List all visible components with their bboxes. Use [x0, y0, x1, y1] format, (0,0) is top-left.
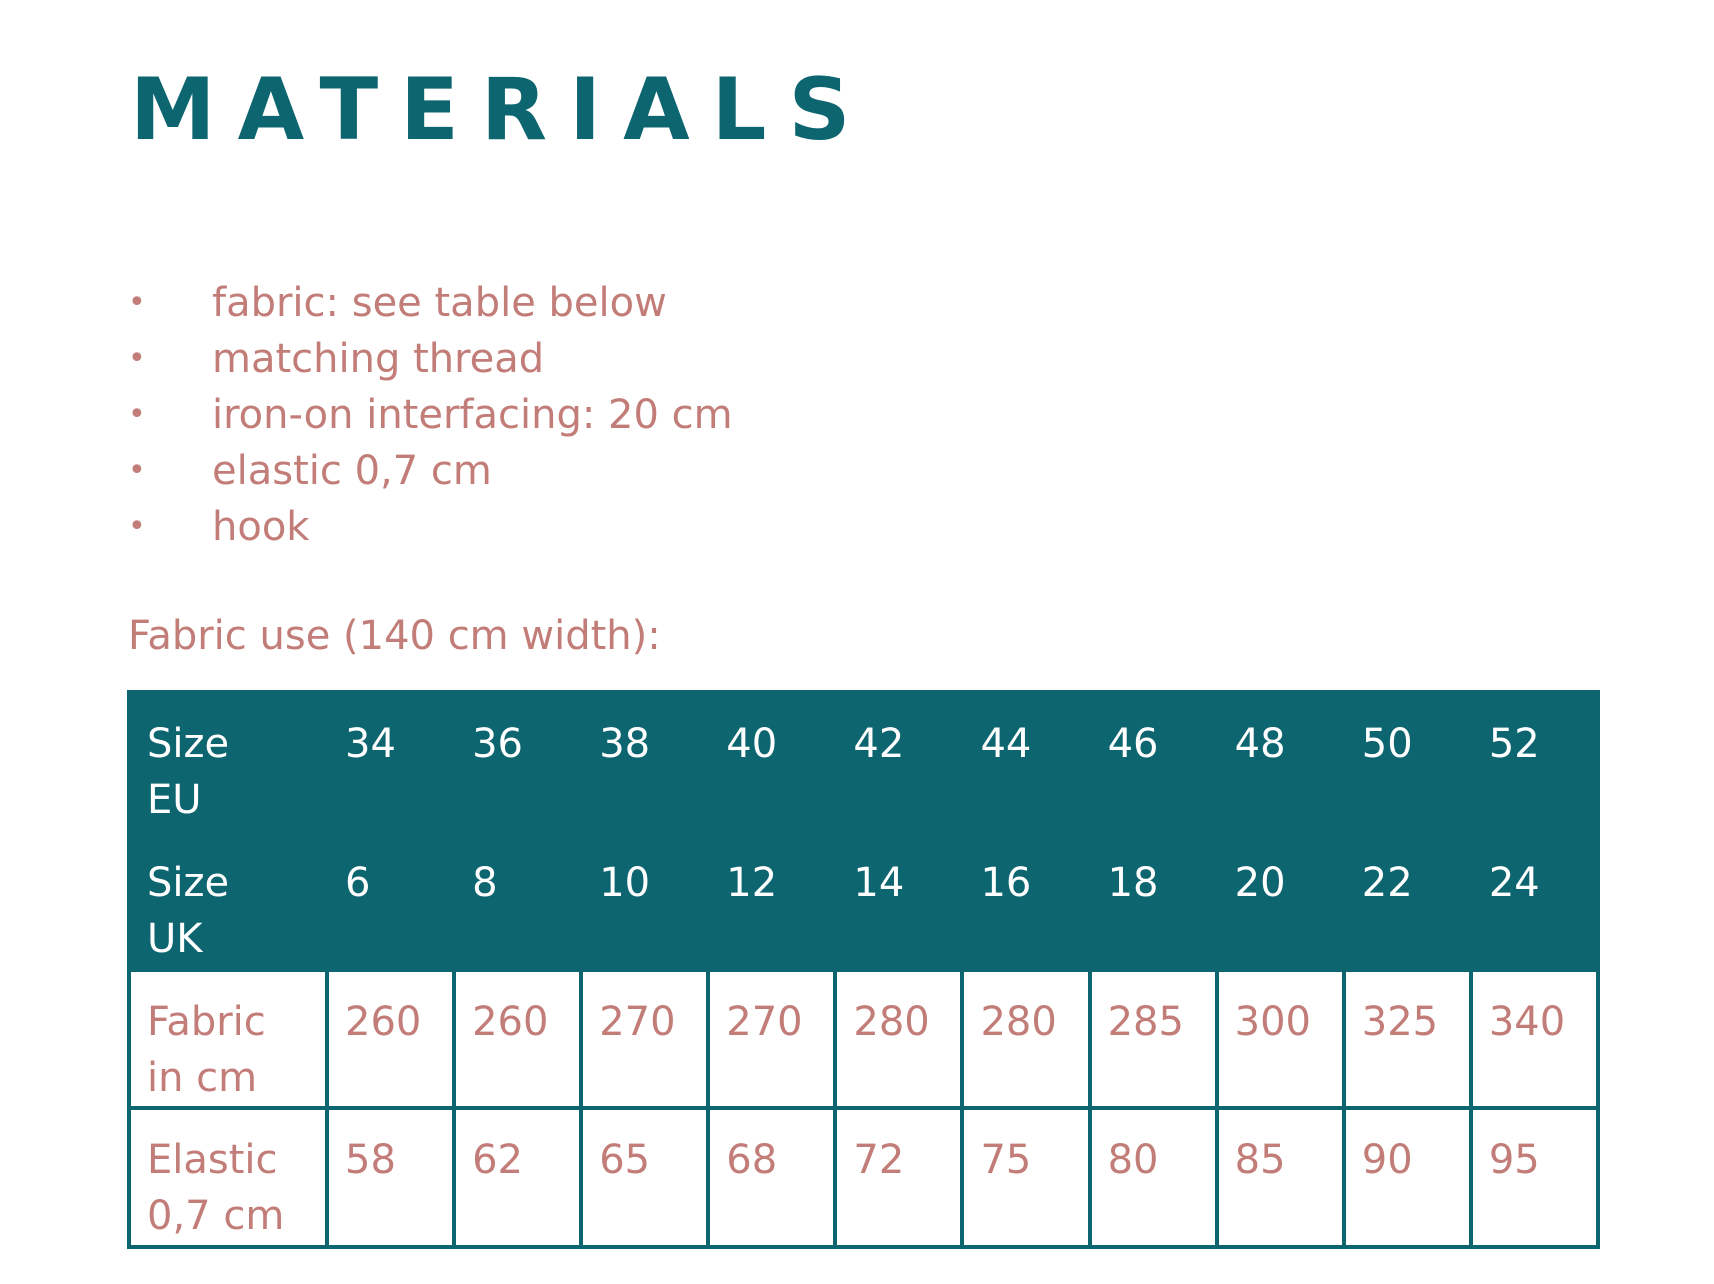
materials-list	[128, 275, 733, 555]
row-header-size-eu: Size EU	[129, 692, 327, 831]
table-cell: 34	[327, 692, 454, 831]
materials-list-item	[128, 331, 733, 387]
table-cell: 18	[1090, 831, 1217, 970]
table-cell: 38	[581, 692, 708, 831]
table-cell: 80	[1090, 1108, 1217, 1247]
bullet-icon: •	[128, 453, 146, 488]
materials-list-item	[128, 275, 733, 331]
bullet-icon: •	[128, 397, 146, 432]
table-cell: 300	[1217, 970, 1344, 1109]
materials-item-text: matching thread	[212, 336, 545, 382]
table-cell: 62	[454, 1108, 581, 1247]
materials-item-text: elastic 0,7 cm	[212, 448, 492, 494]
table-cell: 40	[708, 692, 835, 831]
table-cell: 340	[1471, 970, 1598, 1109]
table-cell: 270	[708, 970, 835, 1109]
table-cell: 75	[962, 1108, 1089, 1247]
table-cell: 325	[1344, 970, 1471, 1109]
table-row-elastic	[129, 1108, 1598, 1247]
table-cell: 65	[581, 1108, 708, 1247]
table-cell: 52	[1471, 692, 1598, 831]
table-cell: 260	[454, 970, 581, 1109]
row-header-elastic: Elastic 0,7 cm	[129, 1108, 327, 1247]
row-header-fabric: Fabric in cm	[129, 970, 327, 1109]
table-cell: 260	[327, 970, 454, 1109]
table-cell: 42	[835, 692, 962, 831]
row-header-size-uk: Size UK	[129, 831, 327, 970]
table-cell: 24	[1471, 831, 1598, 970]
materials-list-item	[128, 387, 733, 443]
table-cell: 285	[1090, 970, 1217, 1109]
table-cell: 90	[1344, 1108, 1471, 1247]
bullet-icon: •	[128, 341, 146, 376]
table-cell: 68	[708, 1108, 835, 1247]
table-cell: 14	[835, 831, 962, 970]
table-cell: 95	[1471, 1108, 1598, 1247]
table-cell: 280	[962, 970, 1089, 1109]
materials-item-text: iron-on interfacing: 20 cm	[212, 392, 733, 438]
table-cell: 85	[1217, 1108, 1344, 1247]
size-chart-table	[127, 690, 1600, 1249]
table-cell: 22	[1344, 831, 1471, 970]
table-cell: 12	[708, 831, 835, 970]
table-row-size-eu	[129, 692, 1598, 831]
table-cell: 8	[454, 831, 581, 970]
bullet-icon: •	[128, 509, 146, 544]
table-cell: 36	[454, 692, 581, 831]
table-cell: 6	[327, 831, 454, 970]
table-cell: 48	[1217, 692, 1344, 831]
bullet-icon: •	[128, 285, 146, 320]
table-row-fabric	[129, 970, 1598, 1109]
table-cell: 58	[327, 1108, 454, 1247]
table-cell: 20	[1217, 831, 1344, 970]
materials-item-text: hook	[212, 504, 310, 550]
fabric-use-heading: Fabric use (140 cm width):	[128, 613, 661, 659]
table-cell: 72	[835, 1108, 962, 1247]
table-cell: 270	[581, 970, 708, 1109]
table-cell: 16	[962, 831, 1089, 970]
page-title: MATERIALS	[130, 60, 873, 160]
table-row-size-uk	[129, 831, 1598, 970]
table-cell: 50	[1344, 692, 1471, 831]
materials-list-item	[128, 499, 733, 555]
materials-list-item	[128, 443, 733, 499]
table-cell: 10	[581, 831, 708, 970]
materials-item-text: fabric: see table below	[212, 280, 667, 326]
table-cell: 280	[835, 970, 962, 1109]
table-cell: 46	[1090, 692, 1217, 831]
table-cell: 44	[962, 692, 1089, 831]
